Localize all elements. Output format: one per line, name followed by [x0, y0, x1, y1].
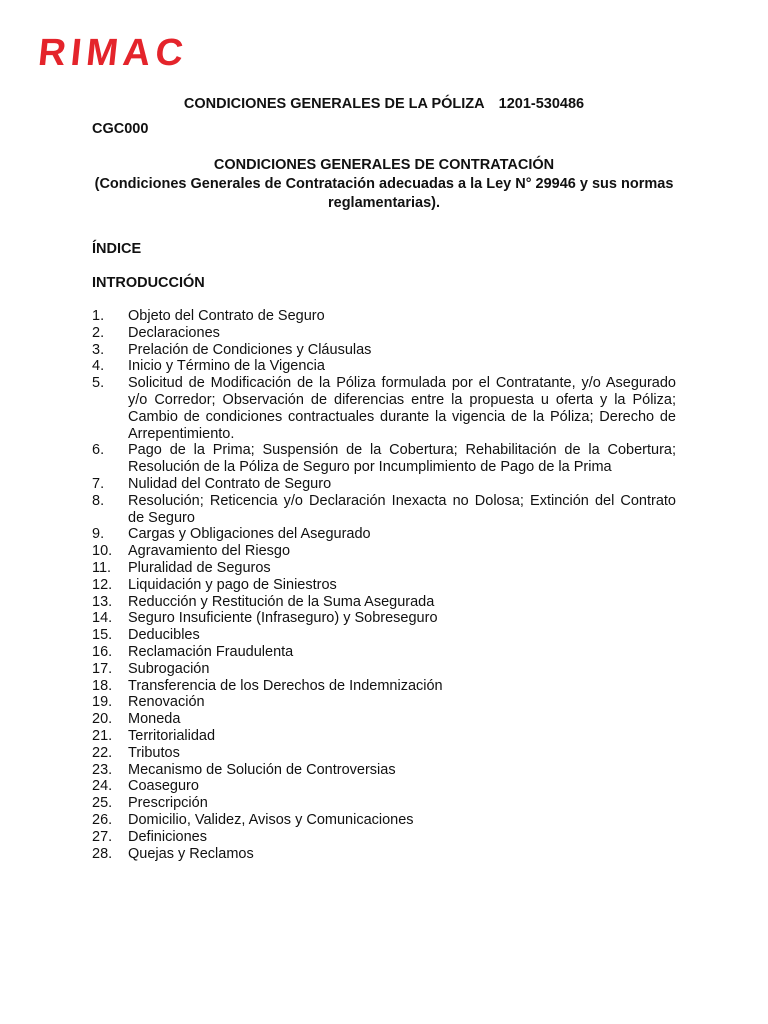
toc-item-text: Reducción y Restitución de la Suma Asegurada	[128, 593, 435, 610]
toc-item	[92, 526, 676, 543]
policy-title-line	[0, 96, 768, 112]
toc-item-number: 20.	[92, 711, 113, 728]
toc-item	[92, 778, 676, 795]
toc-item-number: 21.	[92, 727, 113, 744]
policy-number: 1201-530486	[498, 96, 585, 112]
policy-title: CONDICIONES GENERALES DE LA PÓLIZA	[183, 96, 485, 112]
toc-item	[92, 308, 676, 325]
toc-item-text: Coaseguro	[128, 778, 199, 795]
toc-item-text: Resolución; Reticencia y/o Declaración Inexacta no Dolosa; Extinción del Contrato de Seguro	[128, 492, 676, 526]
toc-item	[92, 694, 676, 711]
toc-item-number: 6.	[92, 442, 105, 459]
intro-heading: INTRODUCCIÓN	[92, 275, 205, 291]
toc-item-text: Subrogación	[128, 660, 210, 677]
toc-item-text: Deducibles	[128, 627, 200, 644]
table-of-contents	[92, 308, 676, 862]
document-code: CGC000	[92, 121, 149, 137]
toc-item-text: Mecanismo de Solución de Controversias	[128, 761, 396, 778]
toc-item	[92, 795, 676, 812]
toc-item-text: Prescripción	[128, 795, 208, 812]
toc-item	[92, 577, 676, 594]
contract-heading	[92, 156, 676, 213]
toc-item-text: Prelación de Condiciones y Cláusulas	[128, 341, 372, 358]
toc-item	[92, 476, 676, 493]
toc-item	[92, 762, 676, 779]
toc-item-number: 13.	[92, 593, 113, 610]
toc-item-number: 16.	[92, 643, 113, 660]
toc-item-number: 3.	[92, 341, 105, 358]
toc-item-number: 10.	[92, 543, 113, 560]
index-heading: ÍNDICE	[92, 241, 142, 257]
toc-item	[92, 442, 676, 476]
toc-item-number: 8.	[92, 492, 105, 509]
toc-item-number: 23.	[92, 761, 113, 778]
toc-item	[92, 678, 676, 695]
toc-item-number: 11.	[92, 559, 112, 576]
toc-item-number: 9.	[92, 526, 105, 543]
toc-item-number: 2.	[92, 324, 105, 341]
toc-item	[92, 594, 676, 611]
toc-item	[92, 728, 676, 745]
toc-item	[92, 358, 676, 375]
toc-item-number: 18.	[92, 677, 113, 694]
toc-item-number: 12.	[92, 576, 113, 593]
toc-item-text: Renovación	[128, 694, 205, 711]
toc-item	[92, 711, 676, 728]
toc-item-number: 15.	[92, 627, 113, 644]
toc-item-number: 1.	[92, 308, 105, 324]
rimac-logo	[36, 30, 250, 76]
toc-item-text: Pluralidad de Seguros	[128, 559, 271, 576]
toc-item-number: 26.	[92, 811, 113, 828]
toc-item	[92, 745, 676, 762]
contract-subtitle: (Condiciones Generales de Contratación adecuadas a la Ley N° 29946 y sus normas reglamentarias).	[94, 176, 674, 211]
toc-item-text: Objeto del Contrato de Seguro	[128, 308, 325, 324]
toc-item	[92, 325, 676, 342]
toc-item-text: Cargas y Obligaciones del Asegurado	[128, 526, 371, 543]
toc-item-number: 25.	[92, 795, 113, 812]
toc-item	[92, 846, 676, 863]
toc-item-text: Declaraciones	[128, 324, 220, 341]
toc-item-number: 5.	[92, 375, 105, 392]
toc-item	[92, 342, 676, 359]
toc-item	[92, 375, 676, 442]
contract-title: CONDICIONES GENERALES DE CONTRATACIÓN	[213, 157, 555, 173]
toc-item-text: Tributos	[128, 744, 180, 761]
toc-item-text: Moneda	[128, 711, 181, 728]
toc-item-text: Solicitud de Modificación de la Póliza formulada por el Contratante, y/o Asegurado y/o Corredor; Observación de diferencias entre la propuesta u oferta y la Póliza; Cambio de condiciones contractuales durante la vigencia de la Póliza; Derecho de Arrepentimiento.	[128, 375, 676, 442]
toc-item-text: Transferencia de los Derechos de Indemnización	[128, 677, 443, 694]
toc-item-text: Nulidad del Contrato de Seguro	[128, 475, 332, 492]
toc-item	[92, 627, 676, 644]
toc-item-text: Inicio y Término de la Vigencia	[128, 358, 325, 375]
toc-item-number: 17.	[92, 660, 113, 677]
toc-item	[92, 812, 676, 829]
toc-item-text: Pago de la Prima; Suspensión de la Cobertura; Rehabilitación de la Cobertura; Resolución de la Póliza de Seguro por Incumplimiento de Pago de la Prima	[128, 442, 676, 476]
toc-item-text: Agravamiento del Riesgo	[128, 543, 291, 560]
toc-item-number: 7.	[92, 475, 105, 492]
toc-item	[92, 610, 676, 627]
toc-item	[92, 560, 676, 577]
toc-item-text: Quejas y Reclamos	[128, 845, 254, 862]
toc-item-number: 24.	[92, 778, 113, 795]
toc-item	[92, 829, 676, 846]
toc-item-text: Liquidación y pago de Siniestros	[128, 576, 337, 593]
toc-item-text: Reclamación Fraudulenta	[128, 643, 294, 660]
toc-item-number: 28.	[92, 845, 113, 862]
toc-item-text: Territorialidad	[128, 727, 216, 744]
toc-item-text: Seguro Insuficiente (Infraseguro) y Sobreseguro	[128, 610, 438, 627]
toc-item	[92, 543, 676, 560]
toc-item	[92, 644, 676, 661]
toc-item-number: 14.	[92, 610, 113, 627]
toc-item-number: 19.	[92, 694, 113, 711]
toc-item-text: Definiciones	[128, 828, 207, 845]
toc-item-number: 22.	[92, 744, 113, 761]
toc-item-number: 27.	[92, 828, 113, 845]
toc-item	[92, 493, 676, 527]
brand-name: RIMAC	[36, 32, 191, 74]
toc-item	[92, 661, 676, 678]
toc-item-text: Domicilio, Validez, Avisos y Comunicaciones	[128, 811, 414, 828]
toc-item-number: 4.	[92, 358, 105, 375]
